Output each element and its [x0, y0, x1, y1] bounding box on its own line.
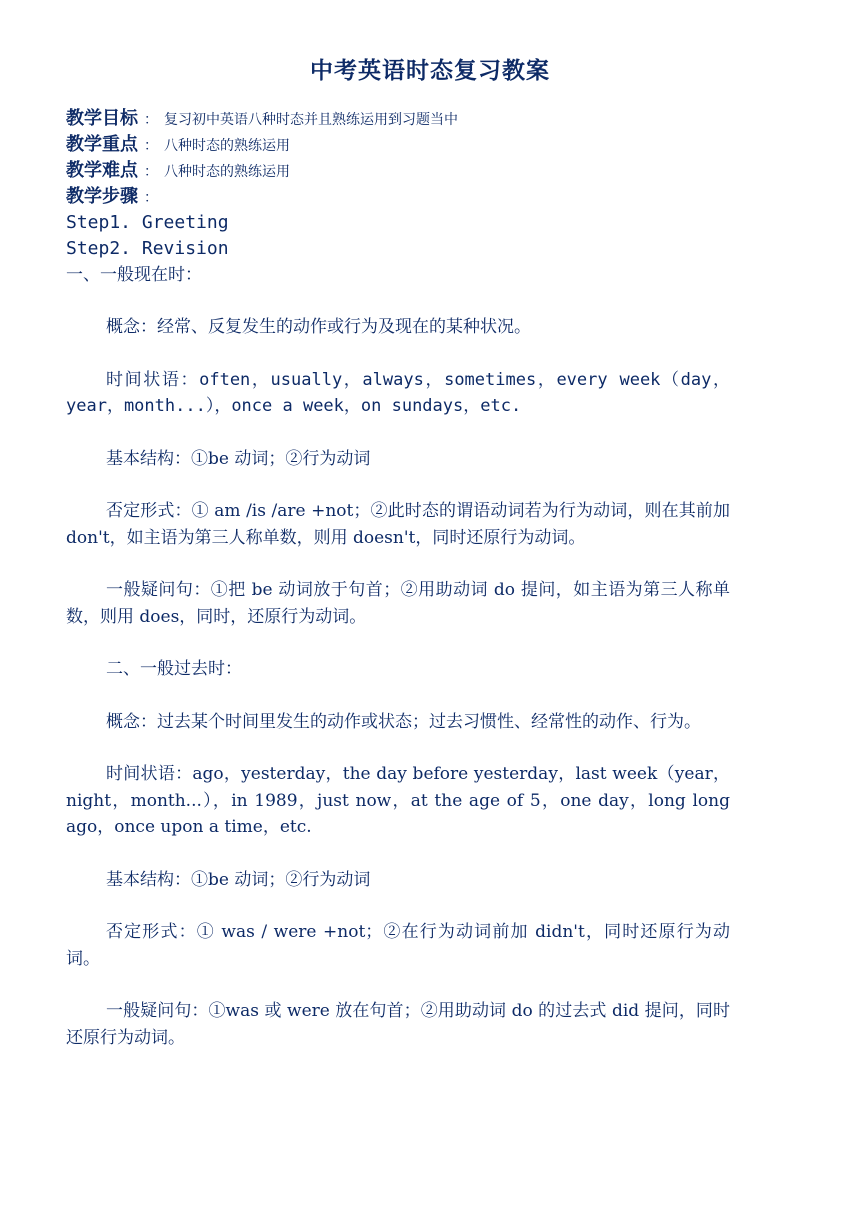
- meta-separator: ：: [144, 164, 158, 180]
- meta-label: 教学步骤: [66, 186, 138, 207]
- paragraph-structure: 基本结构：①be 动词；②行为动词: [106, 869, 371, 890]
- meta-teaching-goal: [66, 106, 730, 132]
- paragraph-question-form: 一般疑问句：①was 或 were 放在句首；②用助动词 do 的过去式 did 提问，同时还原行为动词。: [66, 1001, 730, 1048]
- paragraph-negative-form: 否定形式：① was / were +not；②在行为动词前加 didn't，同时还原行为动词。: [66, 922, 730, 969]
- meta-value: 八种时态的熟练运用: [164, 164, 290, 180]
- paragraph-time-adverbials: 时间状语：ago，yesterday，the day before yesterday，last week（year，night，month...），in 1989，just now，at the age of 5，one day，long long ago，once upon a time，etc.: [66, 764, 730, 837]
- meta-value: 八种时态的熟练运用: [164, 138, 290, 154]
- meta-separator: ：: [144, 112, 158, 128]
- section-heading-simple-past: 二、一般过去时：: [106, 659, 242, 679]
- document-body: [66, 106, 730, 1051]
- meta-teaching-steps: [66, 184, 730, 210]
- section-heading-simple-present: 一、一般现在时：: [66, 265, 202, 285]
- paragraph-concept: 概念：过去某个时间里发生的动作或状态；过去习惯性、经常性的动作、行为。: [106, 711, 701, 732]
- meta-separator: ：: [144, 138, 158, 154]
- paragraph-question-form: 一般疑问句：①把 be 动词放于句首；②用助动词 do 提问，如主语为第三人称单数，则用 does，同时，还原行为动词。: [66, 580, 730, 627]
- meta-label: 教学重点: [66, 134, 138, 155]
- step-greeting: Step1. Greeting: [66, 212, 229, 233]
- paragraph-concept: 概念：经常、反复发生的动作或行为及现在的某种状况。: [106, 317, 531, 337]
- meta-value: 复习初中英语八种时态并且熟练运用到习题当中: [164, 112, 458, 128]
- paragraph-time-adverbials: 时间状语：often，usually，always，sometimes，every week（day，year，month...），once a week，on sundays，etc.: [66, 369, 730, 416]
- meta-label: 教学目标: [66, 108, 138, 129]
- meta-teaching-difficulty: [66, 158, 730, 184]
- meta-label: 教学难点: [66, 160, 138, 181]
- meta-teaching-focus: [66, 132, 730, 158]
- document-title: 中考英语时态复习教案: [310, 57, 550, 84]
- step-revision: Step2. Revision: [66, 238, 229, 259]
- paragraph-negative-form: 否定形式：① am /is /are +not；②此时态的谓语动词若为行为动词，则在其前加 don't，如主语为第三人称单数，则用 doesn't，同时还原行为动词。: [66, 501, 730, 548]
- paragraph-structure: 基本结构：①be 动词；②行为动词: [106, 448, 371, 469]
- meta-separator: ：: [144, 190, 158, 206]
